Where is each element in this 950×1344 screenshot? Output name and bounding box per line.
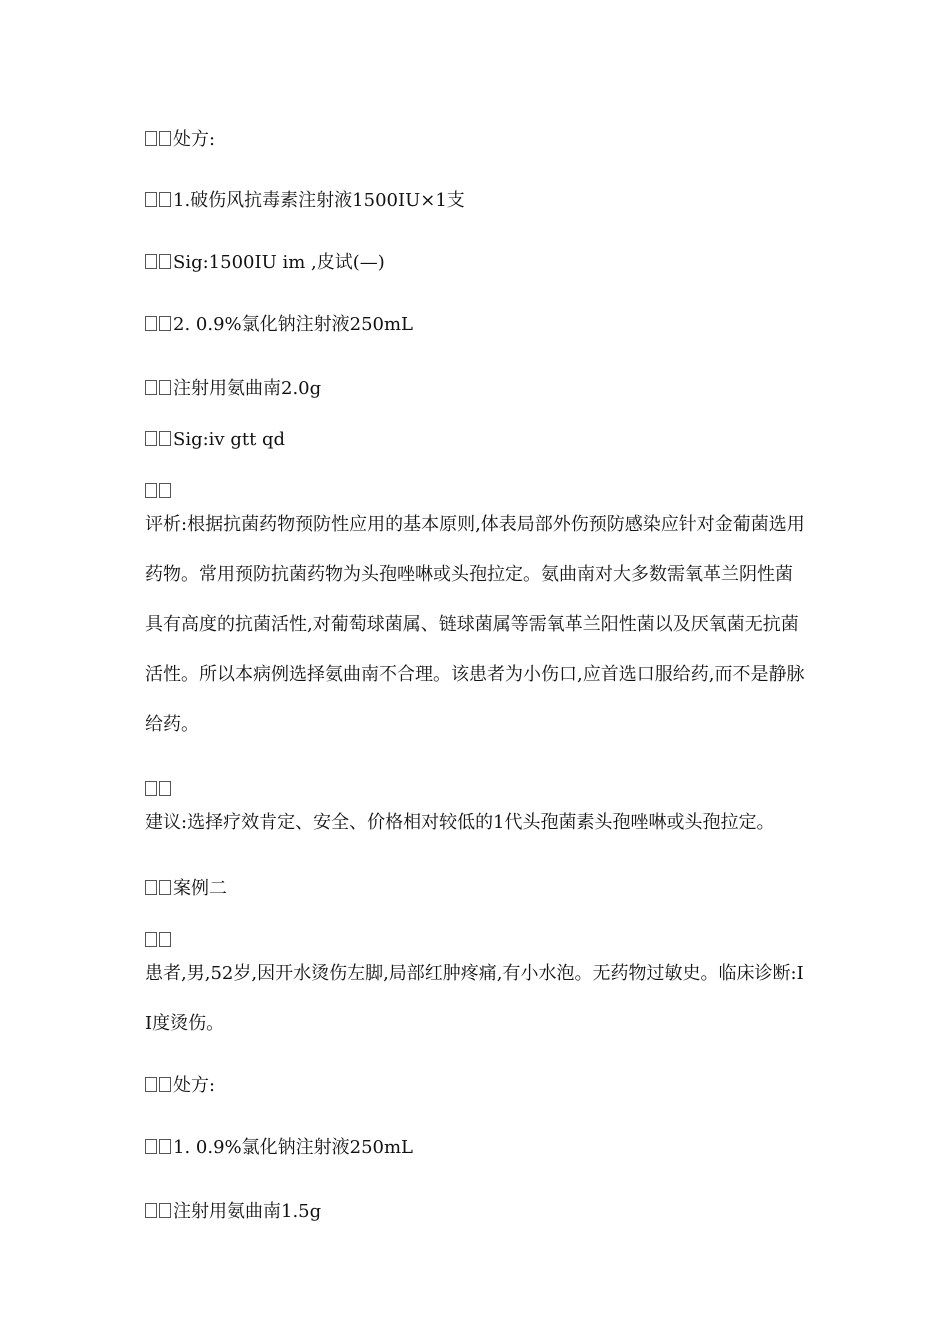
suggestion-paragraph: 建议:选择疗效肯定、安全、价格相对较低的1代头孢菌素头孢唑啉或头孢拉定。: [145, 812, 775, 833]
placeholder-box-icon: [145, 131, 157, 146]
placeholder-box-icon: [159, 781, 171, 796]
placeholder-box-icon: [159, 316, 171, 331]
placeholder-box-icon: [145, 380, 157, 395]
placeholder-box-icon: [159, 1139, 171, 1154]
prescription-item-2b: 注射用氨曲南2.0g: [145, 378, 805, 400]
placeholder-box-icon: [145, 483, 157, 498]
prescription-heading: 处方:: [145, 129, 805, 151]
prescription-heading-2: 处方:: [145, 1075, 805, 1097]
prescription-sig-1: Sig:1500IU im ,皮试(—): [145, 252, 805, 274]
placeholder-box-icon: [159, 1077, 171, 1092]
placeholder-box-icon: [145, 431, 157, 446]
case-heading: 案例二: [145, 878, 805, 900]
placeholder-box-icon: [145, 1139, 157, 1154]
placeholder-box-icon: [159, 932, 171, 947]
placeholder-box-icon: [145, 880, 157, 895]
placeholder-box-icon: [159, 880, 171, 895]
placeholder-box-icon: [159, 254, 171, 269]
placeholder-box-icon: [159, 192, 171, 207]
prescription-item-2: 2. 0.9%氯化钠注射液250mL: [145, 314, 805, 336]
placeholder-box-icon: [145, 254, 157, 269]
placeholder-box-icon: [145, 316, 157, 331]
placeholder-box-icon: [145, 1077, 157, 1092]
placeholder-box-icon: [145, 781, 157, 796]
prescription-item-3b: 注射用氨曲南1.5g: [145, 1201, 805, 1223]
placeholder-box-icon: [145, 1203, 157, 1218]
prescription-item-3: 1. 0.9%氯化钠注射液250mL: [145, 1137, 805, 1159]
analysis-paragraph: 评析:根据抗菌药物预防性应用的基本原则,体表局部外伤预防感染应针对金葡菌选用药物。常用预防抗菌药物为头孢唑啉或头孢拉定。氨曲南对大多数需氧革兰阴性菌具有高度的抗菌活性,对葡萄球菌属、链球菌属等需氧革兰阳性菌以及厌氧菌无抗菌活性。所以本病例选择氨曲南不合理。该患者为小伤口,应首选口服给药,而不是静脉给药。: [145, 514, 805, 735]
placeholder-box-icon: [159, 131, 171, 146]
prescription-item-1: 1.破伤风抗毒素注射液1500IU×1支: [145, 190, 805, 212]
placeholder-box-icon: [159, 431, 171, 446]
patient-paragraph: 患者,男,52岁,因开水烫伤左脚,局部红肿疼痛,有小水泡。无药物过敏史。临床诊断:II度烫伤。: [145, 963, 804, 1034]
placeholder-box-icon: [159, 483, 171, 498]
placeholder-box-icon: [159, 1203, 171, 1218]
placeholder-box-icon: [159, 380, 171, 395]
prescription-sig-2: Sig:iv gtt qd: [145, 429, 805, 451]
placeholder-box-icon: [145, 932, 157, 947]
placeholder-box-icon: [145, 192, 157, 207]
